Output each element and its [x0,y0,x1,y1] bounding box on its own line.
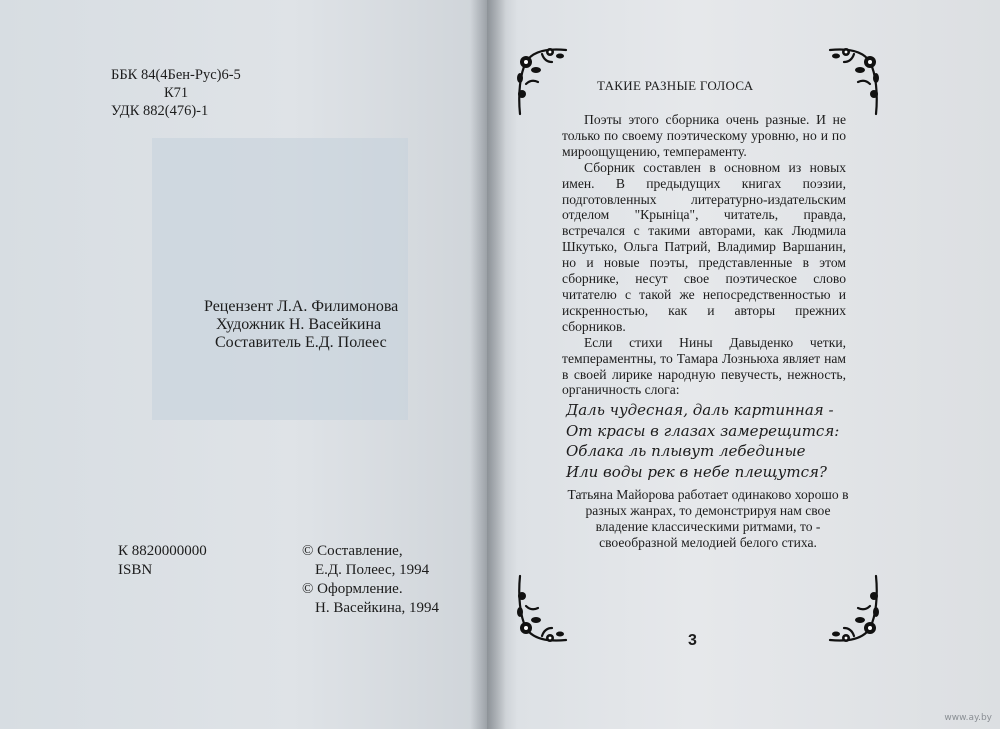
artist-credit: Художник Н. Васейкина [216,316,382,333]
compiler-credit: Составитель Е.Д. Полеес [215,334,387,351]
poem-quote [566,400,839,482]
copyright-line: Е.Д. Полеес, 1994 [315,562,430,578]
isbn-label: ISBN [118,562,153,578]
floral-corner-icon [826,44,884,116]
floral-corner-icon [512,44,570,116]
watermark: www.ay.by [944,713,992,723]
isbn-code: К 8820000000 [118,543,207,559]
paragraph: Если стихи Нины Давыденко четки, темпераментны, то Тамара Лозньюха являет нам в своей лирике народную певучесть, нежность, органичность слога: [562,334,846,398]
floral-corner-icon [512,574,570,646]
cover-show-through [152,138,408,420]
paragraph: Поэты этого сборника очень разные. И не только по своему поэтическому уровню, но и по мироощущению, темпераменту. [562,112,846,159]
k71-code: К71 [164,85,189,101]
poem-line: От красы в глазах замерещится: [566,421,840,440]
intro-text [562,112,846,398]
left-page [0,0,487,729]
bbk-code: ББК 84(4Бен-Рус)6-5 [111,67,241,83]
poem-line: Даль чудесная, даль картинная - [566,401,834,419]
copyright-line: © Оформление. [302,581,403,597]
reviewer-credit: Рецензент Л.А. Филимонова [204,298,399,315]
paragraph: Сборник составлен в основном из новых имен. В предыдущих книгах поэзии, подготовленных литературно-издательским отделом "Крыніца", читатель, правда, встречался с такими авторами, как Людмила Шкутько, Ольга Патрий, Владимир Варшанин, но и новые поэты, представленные в этом сборнике, несут свое поэтическое слово читателю с такой же непосредственностью и искренностью, как и авторы прежних сборников. [562,159,846,334]
copyright-line: Н. Васейкина, 1994 [315,600,440,616]
book-spine [470,0,506,729]
poem-line: Облака ль плывут лебединые [566,442,806,460]
copyright-line: © Составление, [302,543,403,559]
page-number: 3 [688,632,697,649]
poem-line: Или воды рек в небе плещутся? [566,462,827,481]
chapter-title: ТАКИЕ РАЗНЫЕ ГОЛОСА [597,78,754,93]
floral-corner-icon [826,574,884,646]
udk-code: УДК 882(476)-1 [111,103,209,119]
closing-paragraph: Татьяна Майорова работает одинаково хорошо в разных жанрах, то демонстрируя нам свое владение классическими ритмами, то - своеобразной мелодией белого стиха. [567,487,849,550]
